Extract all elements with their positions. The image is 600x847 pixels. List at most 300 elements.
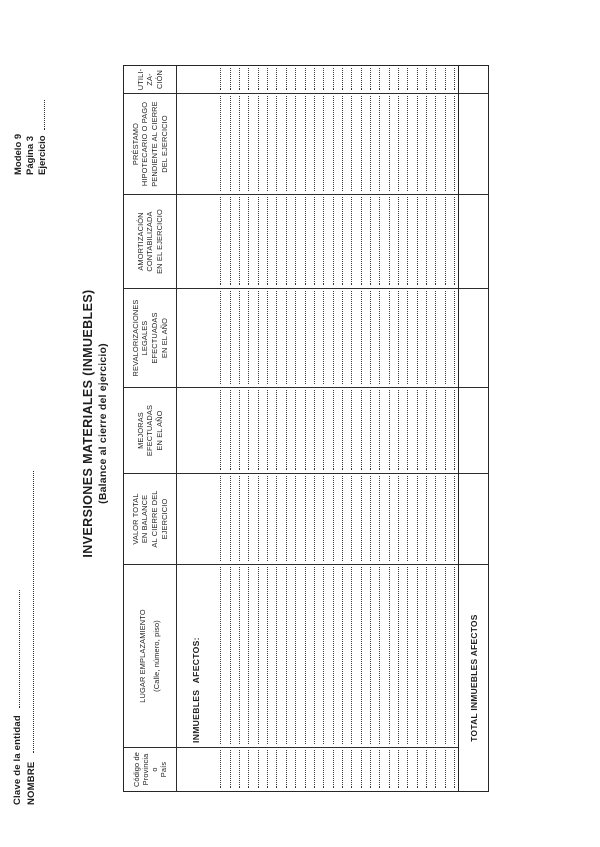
dotted-fill-line — [333, 477, 334, 562]
entry-cell-valor — [402, 473, 411, 564]
header-line: LUGAR EMPLAZAMIENTO — [138, 609, 148, 703]
total-row — [458, 66, 488, 791]
entry-cell-lugar — [308, 564, 317, 747]
entry-cell-valor — [318, 473, 327, 564]
header-line: EJERCICIO — [159, 498, 169, 540]
entry-cell-prestamo — [215, 93, 224, 194]
dotted-fill-line — [220, 568, 221, 745]
dotted-fill-line — [314, 477, 315, 562]
dotted-fill-line — [323, 477, 324, 562]
dotted-fill-line — [445, 292, 446, 385]
header-cell-codigo — [124, 747, 176, 791]
entry-cell-revalorizaciones — [430, 288, 439, 387]
dotted-fill-line — [454, 69, 455, 91]
dotted-row — [355, 66, 364, 791]
entry-cell-codigo — [215, 747, 224, 791]
ejercicio-line — [36, 100, 49, 175]
header-cell-mejoras — [124, 387, 176, 473]
form-title — [81, 0, 109, 847]
dotted-fill-line — [248, 69, 249, 91]
dotted-fill-line — [239, 69, 240, 91]
entry-cell-codigo — [365, 747, 374, 791]
dotted-fill-line — [248, 751, 249, 789]
entry-cell-amortizacion — [280, 194, 289, 288]
entry-cell-revalorizaciones — [271, 288, 280, 387]
dotted-fill-line — [248, 391, 249, 471]
header-line: CIÓN — [154, 69, 164, 90]
dotted-fill-line — [239, 292, 240, 385]
section-cell-utilizacion — [177, 66, 215, 93]
dotted-fill-line — [454, 292, 455, 385]
dotted-fill-line — [258, 391, 259, 471]
entry-cell-lugar — [215, 564, 224, 747]
entry-cell-mejoras — [327, 387, 336, 473]
dotted-fill-line — [276, 477, 277, 562]
dotted-fill-line — [407, 477, 408, 562]
entry-cell-codigo — [393, 747, 402, 791]
entry-cell-prestamo — [402, 93, 411, 194]
dotted-fill-line — [435, 97, 436, 192]
entry-cell-lugar — [234, 564, 243, 747]
entry-cell-amortizacion — [411, 194, 420, 288]
header-line: REVALORIZACIONES — [130, 299, 140, 377]
dotted-fill-line — [379, 97, 380, 192]
entry-cell-mejoras — [336, 387, 345, 473]
entry-cell-amortizacion — [224, 194, 233, 288]
entry-cell-mejoras — [215, 387, 224, 473]
dotted-fill-line — [342, 69, 343, 91]
entry-cell-lugar — [355, 564, 364, 747]
entry-cell-mejoras — [308, 387, 317, 473]
dotted-row — [365, 66, 374, 791]
dotted-fill-line — [370, 391, 371, 471]
entry-cell-prestamo — [271, 93, 280, 194]
dotted-fill-line — [286, 198, 287, 286]
entry-cell-mejoras — [262, 387, 271, 473]
section-cell-lugar — [177, 564, 215, 747]
entry-cell-utilizacion — [374, 66, 383, 93]
entry-cell-valor — [374, 473, 383, 564]
dotted-fill-line — [389, 292, 390, 385]
entry-cell-prestamo — [411, 93, 420, 194]
entry-cell-revalorizaciones — [280, 288, 289, 387]
entry-cell-mejoras — [234, 387, 243, 473]
header-line: EN EL AÑO — [159, 317, 169, 359]
entry-cell-revalorizaciones — [290, 288, 299, 387]
header-line: Provincia — [141, 753, 150, 786]
entry-cell-revalorizaciones — [252, 288, 261, 387]
dotted-fill-line — [220, 751, 221, 789]
dotted-fill-line — [230, 198, 231, 286]
entry-cell-prestamo — [243, 93, 252, 194]
entry-cell-revalorizaciones — [224, 288, 233, 387]
header-line: DEL EJERCICIO — [159, 115, 169, 173]
entry-cell-valor — [411, 473, 420, 564]
dotted-fill-line — [379, 751, 380, 789]
modelo-label: Modelo 9 — [13, 133, 24, 175]
entry-cell-amortizacion — [430, 194, 439, 288]
dotted-fill-line — [398, 751, 399, 789]
entry-cell-prestamo — [365, 93, 374, 194]
dotted-fill-line — [314, 568, 315, 745]
header-line: HIPOTECARIO O PAGO — [140, 101, 150, 187]
dotted-fill-line — [426, 292, 427, 385]
entry-cell-valor — [393, 473, 402, 564]
dotted-row — [327, 66, 336, 791]
entry-cell-valor — [346, 473, 355, 564]
dotted-fill-line — [445, 198, 446, 286]
entry-cell-prestamo — [336, 93, 345, 194]
dotted-fill-line — [220, 69, 221, 91]
dotted-fill-line — [426, 568, 427, 745]
dotted-fill-line — [333, 391, 334, 471]
dotted-fill-line — [230, 69, 231, 91]
dotted-fill-line — [435, 391, 436, 471]
dotted-fill-line — [267, 568, 268, 745]
entry-cell-codigo — [327, 747, 336, 791]
entry-cell-mejoras — [224, 387, 233, 473]
entry-cell-lugar — [411, 564, 420, 747]
entry-cell-utilizacion — [224, 66, 233, 93]
dotted-fill-line — [230, 477, 231, 562]
dotted-fill-line — [305, 97, 306, 192]
total-cell-revalorizaciones — [459, 288, 488, 387]
dotted-row — [383, 66, 392, 791]
entry-cell-utilizacion — [365, 66, 374, 93]
entry-cell-lugar — [383, 564, 392, 747]
dotted-fill-line — [323, 568, 324, 745]
entry-cell-valor — [439, 473, 448, 564]
header-line: ZA- — [145, 73, 155, 86]
entry-cell-utilizacion — [411, 66, 420, 93]
entry-cell-mejoras — [355, 387, 364, 473]
entry-cell-revalorizaciones — [374, 288, 383, 387]
dotted-fill-line — [435, 198, 436, 286]
entry-cell-prestamo — [374, 93, 383, 194]
dotted-fill-line — [417, 292, 418, 385]
entry-cell-utilizacion — [290, 66, 299, 93]
dotted-row — [299, 66, 308, 791]
dotted-fill-line — [417, 477, 418, 562]
nombre-fill-line — [25, 471, 34, 753]
dotted-fill-line — [445, 69, 446, 91]
dotted-fill-line — [389, 198, 390, 286]
entry-cell-prestamo — [327, 93, 336, 194]
header-cell-revalorizaciones — [124, 288, 176, 387]
entry-cell-revalorizaciones — [318, 288, 327, 387]
entry-cell-amortizacion — [252, 194, 261, 288]
entry-cell-codigo — [234, 747, 243, 791]
dotted-fill-line — [370, 292, 371, 385]
dotted-fill-line — [370, 477, 371, 562]
entry-cell-utilizacion — [271, 66, 280, 93]
entry-cell-prestamo — [393, 93, 402, 194]
dotted-fill-line — [258, 69, 259, 91]
form-title-line2: (Balance al cierre del ejercicio) — [97, 343, 109, 504]
entry-cell-revalorizaciones — [299, 288, 308, 387]
dotted-fill-line — [379, 391, 380, 471]
dotted-fill-line — [407, 97, 408, 192]
dotted-row — [290, 66, 299, 791]
dotted-fill-line — [370, 198, 371, 286]
dotted-fill-line — [342, 751, 343, 789]
dotted-fill-line — [239, 477, 240, 562]
dotted-fill-line — [248, 568, 249, 745]
entry-cell-amortizacion — [336, 194, 345, 288]
dotted-fill-line — [305, 69, 306, 91]
dotted-fill-line — [445, 477, 446, 562]
entry-cell-lugar — [430, 564, 439, 747]
dotted-fill-line — [295, 292, 296, 385]
dotted-fill-line — [379, 69, 380, 91]
dotted-fill-line — [286, 69, 287, 91]
dotted-fill-line — [417, 198, 418, 286]
entry-cell-utilizacion — [355, 66, 364, 93]
dotted-fill-line — [361, 69, 362, 91]
entry-cell-valor — [280, 473, 289, 564]
entry-cell-revalorizaciones — [393, 288, 402, 387]
dotted-fill-line — [342, 97, 343, 192]
entry-cell-prestamo — [280, 93, 289, 194]
dotted-fill-line — [230, 97, 231, 192]
entity-header-block — [11, 471, 38, 805]
dotted-fill-line — [323, 69, 324, 91]
dotted-fill-line — [417, 391, 418, 471]
entry-cell-lugar — [365, 564, 374, 747]
dotted-fill-line — [276, 292, 277, 385]
entry-cell-prestamo — [430, 93, 439, 194]
header-line: EN BALANCE — [140, 494, 150, 544]
dotted-row — [393, 66, 402, 791]
dotted-fill-line — [230, 391, 231, 471]
entry-cell-revalorizaciones — [411, 288, 420, 387]
dotted-fill-line — [398, 292, 399, 385]
dotted-fill-line — [445, 391, 446, 471]
entry-cell-valor — [234, 473, 243, 564]
dotted-fill-line — [267, 97, 268, 192]
dotted-fill-line — [435, 292, 436, 385]
dotted-fill-line — [267, 477, 268, 562]
section-cell-mejoras — [177, 387, 215, 473]
dotted-fill-line — [407, 198, 408, 286]
header-line: EFECTUADAS — [150, 312, 159, 364]
entry-cell-utilizacion — [383, 66, 392, 93]
dotted-fill-line — [342, 292, 343, 385]
dotted-fill-line — [248, 97, 249, 192]
entry-cell-codigo — [430, 747, 439, 791]
entry-cell-utilizacion — [430, 66, 439, 93]
dotted-fill-line — [407, 292, 408, 385]
dotted-fill-line — [351, 69, 352, 91]
dotted-fill-line — [407, 69, 408, 91]
entry-cell-valor — [299, 473, 308, 564]
dotted-fill-line — [417, 751, 418, 789]
entry-cell-prestamo — [439, 93, 448, 194]
entry-cell-utilizacion — [346, 66, 355, 93]
dotted-fill-line — [361, 97, 362, 192]
dotted-row — [439, 66, 448, 791]
header-cell-valor — [124, 473, 176, 564]
dotted-fill-line — [351, 292, 352, 385]
dotted-fill-line — [333, 568, 334, 745]
dotted-fill-line — [361, 568, 362, 745]
dotted-fill-line — [351, 477, 352, 562]
entry-cell-codigo — [290, 747, 299, 791]
entry-cell-utilizacion — [299, 66, 308, 93]
entry-cell-mejoras — [383, 387, 392, 473]
entry-cell-utilizacion — [280, 66, 289, 93]
dotted-fill-line — [389, 568, 390, 745]
dotted-fill-line — [258, 751, 259, 789]
dotted-fill-line — [248, 292, 249, 385]
entry-cell-codigo — [374, 747, 383, 791]
section-cell-codigo — [177, 747, 215, 791]
model-header-block — [13, 100, 49, 175]
dotted-fill-line — [295, 391, 296, 471]
entry-cell-amortizacion — [346, 194, 355, 288]
entry-cell-amortizacion — [290, 194, 299, 288]
entry-cell-lugar — [262, 564, 271, 747]
dotted-fill-line — [220, 477, 221, 562]
dotted-fill-line — [333, 198, 334, 286]
entry-cell-mejoras — [411, 387, 420, 473]
entry-cell-amortizacion — [402, 194, 411, 288]
dotted-fill-line — [305, 751, 306, 789]
dotted-fill-line — [333, 751, 334, 789]
dotted-fill-line — [351, 391, 352, 471]
form-title-line1: INVERSIONES MATERIALES (INMUEBLES) — [81, 289, 95, 558]
dotted-fill-line — [258, 198, 259, 286]
entry-cell-valor — [421, 473, 430, 564]
dotted-fill-line — [342, 568, 343, 745]
entry-cell-prestamo — [383, 93, 392, 194]
entry-cell-utilizacion — [308, 66, 317, 93]
entry-cell-codigo — [262, 747, 271, 791]
nombre-label: NOMBRE — [25, 761, 37, 805]
entry-cell-valor — [449, 473, 458, 564]
dotted-fill-line — [258, 97, 259, 192]
dotted-fill-line — [370, 751, 371, 789]
dotted-fill-line — [286, 751, 287, 789]
dotted-fill-line — [276, 97, 277, 192]
dotted-fill-line — [407, 751, 408, 789]
entry-cell-revalorizaciones — [365, 288, 374, 387]
total-cell-valor — [459, 473, 488, 564]
entry-cell-amortizacion — [299, 194, 308, 288]
entry-cell-mejoras — [439, 387, 448, 473]
header-line: LEGALES — [140, 320, 150, 356]
entry-cell-lugar — [280, 564, 289, 747]
entry-cell-utilizacion — [318, 66, 327, 93]
entry-cell-mejoras — [271, 387, 280, 473]
dotted-row — [308, 66, 317, 791]
dotted-fill-line — [314, 97, 315, 192]
entry-cell-codigo — [224, 747, 233, 791]
header-line: VALOR TOTAL — [130, 493, 140, 545]
dotted-fill-line — [314, 69, 315, 91]
dotted-fill-line — [426, 97, 427, 192]
entry-cell-revalorizaciones — [383, 288, 392, 387]
dotted-fill-line — [239, 198, 240, 286]
total-cell-prestamo — [459, 93, 488, 194]
section-cell-amortizacion — [177, 194, 215, 288]
dotted-fill-line — [295, 568, 296, 745]
entry-cell-mejoras — [252, 387, 261, 473]
entry-cell-codigo — [271, 747, 280, 791]
header-line: AL CIERRE DEL — [150, 490, 159, 548]
dotted-fill-line — [361, 391, 362, 471]
dotted-fill-line — [454, 568, 455, 745]
header-line: MEJORAS — [135, 412, 145, 449]
dotted-fill-line — [333, 69, 334, 91]
entry-cell-utilizacion — [262, 66, 271, 93]
dotted-fill-line — [389, 69, 390, 91]
dotted-fill-line — [220, 198, 221, 286]
dotted-fill-line — [220, 292, 221, 385]
dotted-fill-line — [389, 97, 390, 192]
entry-cell-amortizacion — [327, 194, 336, 288]
header-line: EFECTUADAS — [145, 404, 155, 457]
entry-cell-utilizacion — [439, 66, 448, 93]
entry-cell-prestamo — [308, 93, 317, 194]
dotted-fill-line — [398, 568, 399, 745]
dotted-fill-line — [267, 391, 268, 471]
dotted-row — [449, 66, 458, 791]
dotted-row — [234, 66, 243, 791]
entry-cell-prestamo — [346, 93, 355, 194]
entry-cell-lugar — [224, 564, 233, 747]
dotted-fill-line — [314, 292, 315, 385]
entry-cell-revalorizaciones — [234, 288, 243, 387]
header-line: PRÉSTAMO — [130, 122, 140, 166]
dotted-fill-line — [361, 477, 362, 562]
entry-cell-lugar — [299, 564, 308, 747]
entry-cell-prestamo — [421, 93, 430, 194]
dotted-row — [336, 66, 345, 791]
header-cell-lugar — [124, 564, 176, 747]
entry-cell-revalorizaciones — [327, 288, 336, 387]
dotted-fill-line — [295, 97, 296, 192]
header-line: AMORTIZACIÓN — [135, 212, 145, 271]
entry-cell-codigo — [299, 747, 308, 791]
dotted-row — [252, 66, 261, 791]
entry-cell-lugar — [421, 564, 430, 747]
entry-cell-codigo — [243, 747, 252, 791]
entry-cell-lugar — [346, 564, 355, 747]
section-label: INMUEBLES AFECTOS: — [191, 637, 201, 743]
entry-cell-lugar — [402, 564, 411, 747]
dotted-fill-line — [239, 568, 240, 745]
entry-cell-revalorizaciones — [215, 288, 224, 387]
dotted-fill-line — [267, 198, 268, 286]
entry-cell-amortizacion — [393, 194, 402, 288]
dotted-row — [215, 66, 224, 791]
entry-cell-mejoras — [299, 387, 308, 473]
entry-cell-lugar — [449, 564, 458, 747]
dotted-row — [430, 66, 439, 791]
dotted-fill-line — [370, 568, 371, 745]
dotted-fill-line — [230, 292, 231, 385]
header-line: CONTABILIZADA — [145, 211, 155, 272]
dotted-fill-line — [239, 391, 240, 471]
entry-cell-revalorizaciones — [336, 288, 345, 387]
section-cell-valor — [177, 473, 215, 564]
entry-cell-mejoras — [402, 387, 411, 473]
entry-cell-lugar — [243, 564, 252, 747]
entry-cell-revalorizaciones — [439, 288, 448, 387]
ejercicio-label: Ejercicio — [37, 135, 48, 175]
entry-cell-codigo — [336, 747, 345, 791]
